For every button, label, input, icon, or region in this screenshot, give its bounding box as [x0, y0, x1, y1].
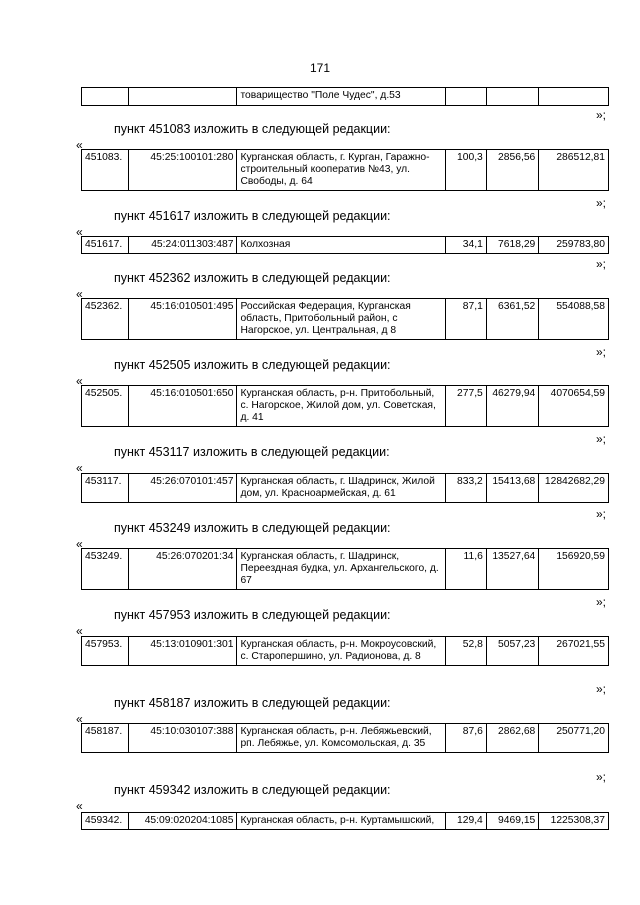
cell-price: 2856,56 [486, 150, 538, 191]
cell-price: 46279,94 [486, 386, 538, 427]
table-fragment-top [81, 87, 609, 106]
record-table [81, 385, 609, 427]
cell-total: 554088,58 [539, 299, 609, 340]
table-row [82, 637, 609, 666]
record-table [81, 723, 609, 753]
closing-quote: »; [596, 770, 607, 784]
cell-cadastral: 45:09:020204:1085 [129, 813, 237, 830]
table-row [82, 237, 609, 254]
cell-total: 286512,81 [539, 150, 609, 191]
record-table [81, 636, 609, 666]
table-row [82, 549, 609, 590]
cell-price: 15413,68 [486, 474, 538, 503]
cell-cadastral: 45:16:010501:650 [129, 386, 237, 427]
closing-quote: »; [596, 345, 607, 359]
cell-number: 453117. [82, 474, 129, 503]
cell-number: 459342. [82, 813, 129, 830]
cell-total: 259783,80 [539, 237, 609, 254]
cell-cadastral: 45:24:011303:487 [129, 237, 237, 254]
closing-quote: »; [596, 507, 607, 521]
section-heading: пункт 458187 изложить в следующей редакции: [114, 696, 391, 710]
cell-cadastral: 45:16:010501:495 [129, 299, 237, 340]
cell-total: 156920,59 [539, 549, 609, 590]
table-row [82, 299, 609, 340]
section-heading: пункт 457953 изложить в следующей редакции: [114, 608, 391, 622]
cell-address: Курганская область, г. Курган, Гаражно-строительный кооператив №43, ул. Свободы, д. 64 [237, 150, 446, 191]
cell-address: Курганская область, р-н. Лебяжьевский, рп. Лебяжье, ул. Комсомольская, д. 35 [237, 724, 446, 753]
cell-cadastral: 45:26:070101:457 [129, 474, 237, 503]
cell-number: 453249. [82, 549, 129, 590]
table-row [82, 386, 609, 427]
cell-number: 452505. [82, 386, 129, 427]
cell-area: 34,1 [446, 237, 486, 254]
cell-address: Курганская область, р-н. Притобольный, с. Нагорское, Жилой дом, ул. Советская, д. 41 [237, 386, 446, 427]
opening-quote: « [76, 624, 83, 638]
cell-area: 11,6 [446, 549, 486, 590]
cell-address: Курганская область, р-н. Куртамышский, [237, 813, 446, 830]
cell-cadastral [129, 88, 237, 106]
cell-number [82, 88, 129, 106]
section-heading: пункт 452362 изложить в следующей редакции: [114, 271, 391, 285]
record-table [81, 149, 609, 191]
opening-quote: « [76, 461, 83, 475]
closing-quote: »; [596, 257, 607, 271]
section-heading: пункт 453249 изложить в следующей редакции: [114, 521, 391, 535]
section-heading: пункт 459342 изложить в следующей редакции: [114, 783, 391, 797]
opening-quote: « [76, 138, 83, 152]
section-heading: пункт 452505 изложить в следующей редакции: [114, 358, 391, 372]
opening-quote: « [76, 374, 83, 388]
section-heading: пункт 453117 изложить в следующей редакции: [114, 445, 390, 459]
cell-area: 833,2 [446, 474, 486, 503]
opening-quote: « [76, 799, 83, 813]
record-table [81, 473, 609, 503]
closing-quote: »; [596, 682, 607, 696]
cell-area [446, 88, 486, 106]
cell-area: 87,6 [446, 724, 486, 753]
section-heading: пункт 451083 изложить в следующей редакции: [114, 122, 391, 136]
cell-price [486, 88, 538, 106]
opening-quote: « [76, 712, 83, 726]
cell-area: 277,5 [446, 386, 486, 427]
cell-price: 9469,15 [486, 813, 538, 830]
cell-number: 458187. [82, 724, 129, 753]
cell-address: Российская Федерация, Курганская область, Притобольный район, с Нагорское, ул. Центральная, д 8 [237, 299, 446, 340]
cell-total: 267021,55 [539, 637, 609, 666]
cell-cadastral: 45:26:070201:34 [129, 549, 237, 590]
cell-area: 87,1 [446, 299, 486, 340]
cell-price: 6361,52 [486, 299, 538, 340]
cell-address: Курганская область, г. Шадринск, Переездная будка, ул. Архангельского, д. 67 [237, 549, 446, 590]
opening-quote: « [76, 537, 83, 551]
closing-quote: »; [596, 595, 607, 609]
cell-address: Колхозная [237, 237, 446, 254]
cell-total: 1225308,37 [539, 813, 609, 830]
cell-number: 451083. [82, 150, 129, 191]
table-row [82, 813, 609, 830]
table-row [82, 474, 609, 503]
cell-address: товарищество "Поле Чудес", д.53 [237, 88, 446, 106]
cell-number: 451617. [82, 237, 129, 254]
cell-cadastral: 45:13:010901:301 [129, 637, 237, 666]
opening-quote: « [76, 225, 83, 239]
cell-cadastral: 45:10:030107:388 [129, 724, 237, 753]
record-table [81, 812, 609, 830]
cell-total: 4070654,59 [539, 386, 609, 427]
cell-number: 452362. [82, 299, 129, 340]
cell-total: 250771,20 [539, 724, 609, 753]
page-number: 171 [309, 61, 331, 75]
record-table [81, 548, 609, 590]
closing-quote: »; [596, 108, 607, 122]
cell-area: 52,8 [446, 637, 486, 666]
cell-price: 2862,68 [486, 724, 538, 753]
closing-quote: »; [596, 196, 607, 210]
opening-quote: « [76, 287, 83, 301]
cell-address: Курганская область, г. Шадринск, Жилой дом, ул. Красноармейская, д. 61 [237, 474, 446, 503]
cell-price: 5057,23 [486, 637, 538, 666]
record-table [81, 236, 609, 254]
cell-total: 12842682,29 [539, 474, 609, 503]
record-table [81, 298, 609, 340]
cell-address: Курганская область, р-н. Мокроусовский, с. Староперш​ино, ул. Радионова, д. 8 [237, 637, 446, 666]
cell-price: 13527,64 [486, 549, 538, 590]
closing-quote: »; [596, 432, 607, 446]
cell-total [539, 88, 609, 106]
table-row [82, 88, 609, 106]
cell-area: 129,4 [446, 813, 486, 830]
cell-price: 7618,29 [486, 237, 538, 254]
cell-area: 100,3 [446, 150, 486, 191]
table-row [82, 150, 609, 191]
cell-number: 457953. [82, 637, 129, 666]
section-heading: пункт 451617 изложить в следующей редакции: [114, 209, 391, 223]
cell-cadastral: 45:25:100101:280 [129, 150, 237, 191]
table-row [82, 724, 609, 753]
